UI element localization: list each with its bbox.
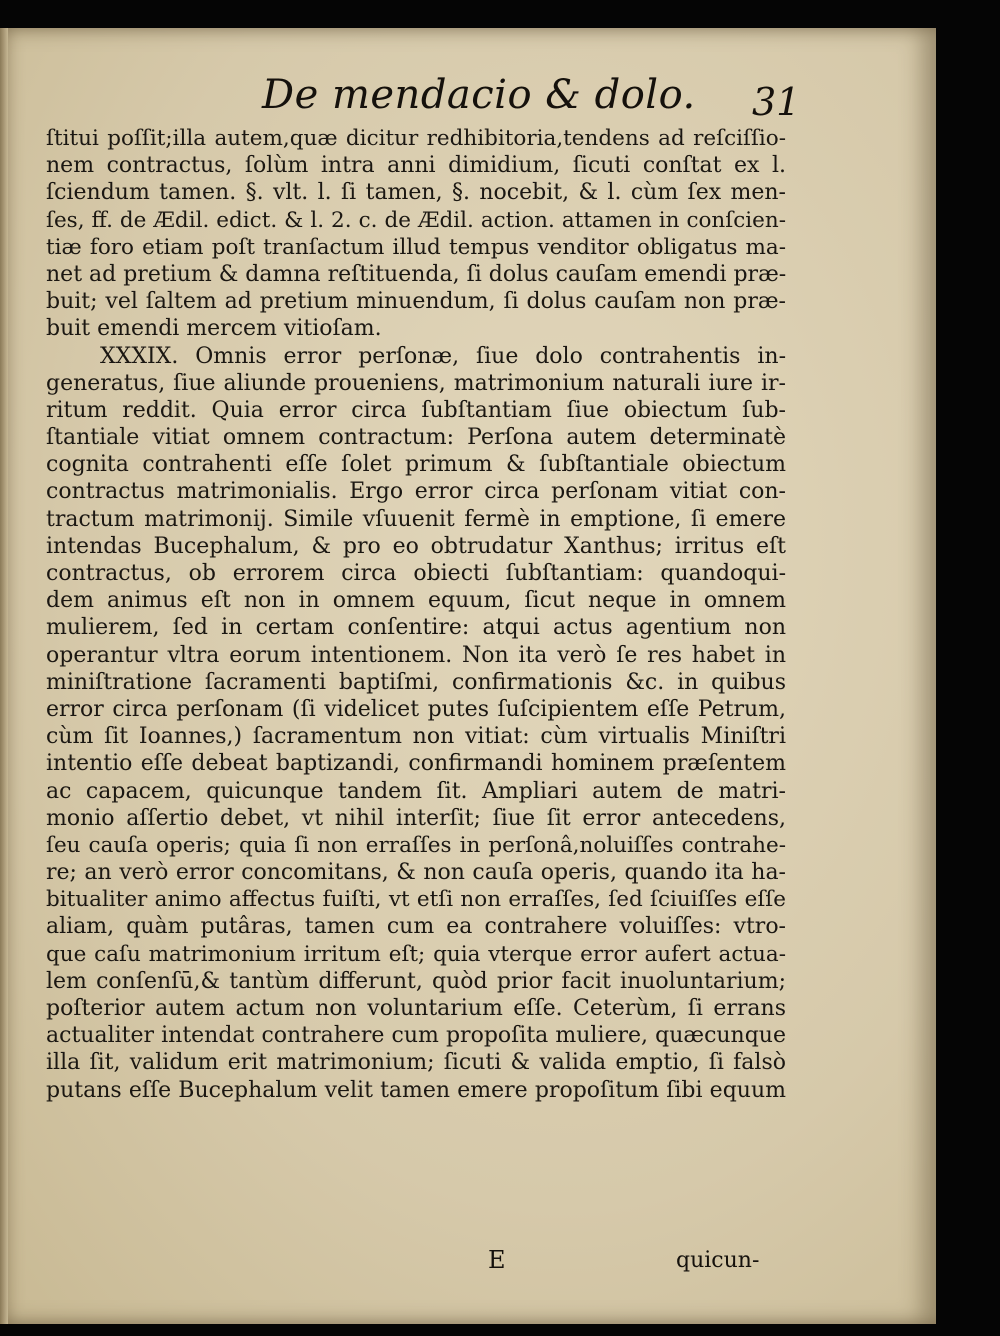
text-line: error circa perſonam (ſi videlicet putes ſuſcipientem eſſe Petrum, xyxy=(46,696,786,722)
text-line: lem conſenſū,& tantùm differunt, quòd prior facit inuoluntarium; xyxy=(46,968,786,994)
text-line: operantur vltra eorum intentionem. Non ita verò ſe res habet in xyxy=(46,642,786,668)
book-page xyxy=(0,28,936,1324)
text-line: aliam, quàm putâras, tamen cum ea contrahere voluiſſes: vtro- xyxy=(46,914,786,940)
text-line: intendas Bucephalum, & pro eo obtrudatur Xanthus; irritus eſt xyxy=(46,533,786,559)
text-line: actualiter intendat contrahere cum propoſita muliere, quæcunque xyxy=(46,1023,786,1049)
text-block xyxy=(46,125,786,1104)
text-line: poſterior autem actum non voluntarium eſſe. Ceterùm, ſi errans xyxy=(46,996,786,1021)
text-line: ſeu cauſa operis; quia ſi non erraſſes in perſonâ,noluiſſes contrahe- xyxy=(46,832,786,858)
running-head: De mendacio & dolo. xyxy=(262,72,696,118)
text-line: contractus matrimonialis. Ergo error circa perſonam vitiat con- xyxy=(46,479,786,505)
page-gutter-edge xyxy=(0,28,8,1324)
text-line: net ad pretium & damna reſtituenda, ſi dolus cauſam emendi præ- xyxy=(46,261,786,287)
paragraph-start-line: XXXIX. Omnis error perſonæ, ſiue dolo contrahentis in- xyxy=(100,343,786,369)
text-line: monio aſſertio debet, vt nihil interſit; ſiue ſit error antecedens, xyxy=(46,805,786,831)
text-line: intentio eſſe debeat baptizandi, confirmandi hominem præſentem xyxy=(46,751,786,777)
text-line: miniſtratione ſacramenti baptiſmi, confirmationis &c. in quibus xyxy=(46,669,786,695)
text-line: tiæ foro etiam poſt tranſactum illud tempus venditor obligatus ma- xyxy=(46,234,786,260)
text-line: ritum reddit. Quia error circa ſubſtantiam ſiue obiectum ſub- xyxy=(46,397,786,423)
text-line: re; an verò error concomitans, & non cauſa operis, quando ita ha- xyxy=(46,860,786,886)
text-line: ſtitui poſſit;illa autem,quæ dicitur redhibitoria,tendens ad reſciſſio- xyxy=(46,126,786,151)
text-line: cùm ſit Ioannes,) ſacramentum non vitiat: cùm virtualis Miniſtri xyxy=(46,724,786,750)
text-line: contractus, ob errorem circa obiecti ſubſtantiam: quandoqui- xyxy=(46,561,786,586)
text-line: generatus, ſiue aliunde proueniens, matrimonium naturali iure ir- xyxy=(46,370,786,396)
text-line: dem animus eſt non in omnem equum, ſicut neque in omnem xyxy=(46,588,786,614)
page-number: 31 xyxy=(752,80,801,124)
text-line: putans eſſe Bucephalum velit tamen emere propoſitum ſibi equum xyxy=(46,1077,786,1103)
catchword: quicun- xyxy=(676,1248,760,1273)
text-line: ſes, ff. de Ædil. edict. & l. 2. c. de Ædil. action. attamen in conſcien- xyxy=(46,207,786,233)
text-line: illa ſit, validum erit matrimonium; ſicuti & valida emptio, ſi falsò xyxy=(46,1050,786,1076)
text-line: nem contractus, ſolùm intra anni dimidium, ſicuti conſtat ex l. xyxy=(46,153,786,179)
text-line: mulierem, ſed in certam conſentire: atqui actus agentium non xyxy=(46,615,786,641)
text-line: bitualiter animo affectus fuiſti, vt etſi non erraſſes, ſed ſciuiſſes eſſe xyxy=(46,887,786,913)
signature-mark: E xyxy=(488,1246,506,1274)
text-line: buit emendi mercem vitioſam. xyxy=(46,316,382,342)
text-line: tractum matrimonij. Simile vſuuenit fermè in emptione, ſi emere xyxy=(46,506,786,532)
text-line: que caſu matrimonium irritum eſt; quia vterque error aufert actua- xyxy=(46,941,786,967)
text-line: ac capacem, quicunque tandem ſit. Ampliari autem de matri- xyxy=(46,778,786,804)
text-line: ſciendum tamen. §. vlt. l. ſi tamen, §. nocebit, & l. cùm ſex men- xyxy=(46,180,786,206)
text-line: ſtantiale vitiat omnem contractum: Perſona autem determinatè xyxy=(46,425,786,451)
text-line: cognita contrahenti eſſe ſolet primum & ſubſtantiale obiectum xyxy=(46,452,786,478)
text-line: buit; vel ſaltem ad pretium minuendum, ſi dolus cauſam non præ- xyxy=(46,289,786,315)
